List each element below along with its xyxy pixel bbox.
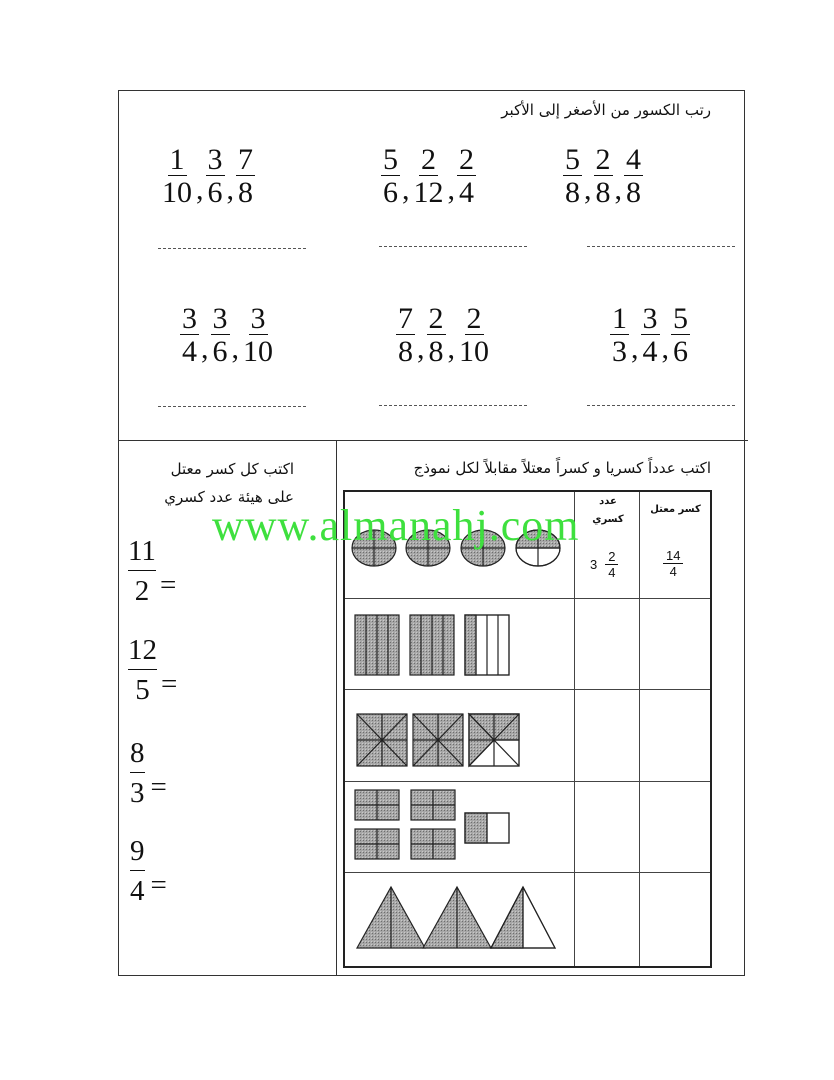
comma: ,	[584, 172, 592, 206]
comma: ,	[614, 172, 622, 206]
numerator: 5	[673, 302, 688, 335]
numerator: 2	[595, 143, 611, 176]
fraction	[211, 304, 230, 367]
models-instruction: اكتب عدداً كسريا و كسراً معتلاً مقابلاً لكل نموذج	[413, 459, 711, 477]
denominator: 10	[243, 335, 273, 368]
improper-fraction	[128, 737, 147, 808]
fraction-set-4	[180, 304, 275, 367]
block-full-4	[411, 829, 455, 859]
block-full-2	[411, 790, 455, 820]
denominator: 8	[626, 176, 641, 209]
fraction	[594, 145, 613, 208]
rect-partial	[465, 615, 509, 675]
convert-instruction-2: على هيئة عدد كسري	[164, 488, 294, 506]
comma: ,	[201, 331, 209, 365]
answer-line-6	[587, 405, 735, 406]
block-partial	[465, 813, 509, 843]
fraction	[381, 145, 400, 208]
fraction-set-3	[563, 145, 643, 208]
square-full-1	[357, 714, 407, 766]
fraction	[241, 304, 275, 367]
denominator: 8	[398, 335, 413, 368]
example-improper-fraction: 14 4	[663, 548, 683, 579]
denominator: 4	[130, 875, 145, 907]
fraction-set-2	[381, 145, 476, 208]
triangle-full-1	[357, 887, 425, 948]
rectangle-model-row	[355, 615, 509, 675]
fraction	[427, 304, 446, 367]
numerator: 3	[207, 143, 223, 176]
numerator: 2	[428, 302, 444, 335]
rect-full-2	[410, 615, 454, 675]
numerator: 2	[466, 302, 482, 335]
denominator: 8	[565, 176, 580, 209]
header-mixed-1: عدد	[599, 496, 617, 507]
equals-sign: =	[150, 771, 167, 803]
header-mixed-2: كسري	[592, 514, 624, 525]
convert-instruction-1: اكتب كل كسر معتل	[170, 460, 294, 478]
numerator: 7	[398, 302, 413, 335]
square-partial	[469, 714, 519, 766]
denominator: 4	[459, 176, 474, 209]
watermark: www.almanahj.com	[212, 501, 580, 550]
improper-fraction	[128, 535, 156, 606]
fraction-set-6	[610, 304, 690, 367]
example-mixed-number: 3 2 4	[590, 549, 618, 580]
numerator: 8	[130, 737, 145, 773]
convert-item-1	[128, 535, 176, 606]
models-table	[343, 490, 712, 968]
fraction	[563, 145, 582, 208]
comma: ,	[231, 331, 239, 365]
fraction	[671, 304, 690, 367]
square-full-2	[413, 714, 463, 766]
fraction	[160, 145, 194, 208]
numerator: 5	[565, 143, 580, 176]
block-model-row	[355, 790, 509, 859]
comma: ,	[417, 331, 425, 365]
equals-sign: =	[150, 869, 167, 901]
answer-line-5	[379, 405, 527, 406]
comma: ,	[661, 331, 669, 365]
section-divider	[118, 440, 748, 441]
denominator: 8	[595, 176, 611, 209]
comma: ,	[226, 172, 234, 206]
denominator: 5	[135, 674, 150, 706]
fraction-models	[345, 492, 575, 966]
comma: ,	[447, 172, 455, 206]
equals-sign: =	[159, 569, 177, 601]
denominator: 3	[612, 335, 627, 368]
denominator: 10	[162, 176, 192, 209]
comma: ,	[196, 172, 204, 206]
fraction	[206, 145, 225, 208]
fraction	[457, 145, 476, 208]
comma: ,	[447, 331, 455, 365]
denominator: 6	[383, 176, 398, 209]
numerator: 9	[130, 835, 145, 871]
square-model-row	[357, 714, 519, 766]
fraction	[180, 304, 199, 367]
denominator: 6	[673, 335, 688, 368]
answer-line-1	[158, 248, 306, 249]
answer-line-3	[587, 246, 735, 247]
fraction	[236, 145, 255, 208]
denominator: 4	[642, 335, 658, 368]
denominator: 4	[182, 335, 197, 368]
triangle-partial	[491, 887, 555, 948]
numerator: 5	[383, 143, 398, 176]
fraction	[610, 304, 629, 367]
numerator: 3	[642, 302, 658, 335]
numerator: 11	[128, 535, 156, 571]
numerator: 7	[238, 143, 253, 176]
convert-item-3	[128, 737, 167, 808]
numerator: 2	[421, 143, 436, 176]
denominator: 6	[212, 335, 228, 368]
fraction	[624, 145, 643, 208]
numerator: 4	[626, 143, 641, 176]
numerator: 3	[250, 302, 266, 335]
denominator: 3	[130, 777, 145, 809]
fraction	[641, 304, 660, 367]
numerator: 2	[459, 143, 474, 176]
fraction-set-5	[396, 304, 491, 367]
comma: ,	[631, 331, 639, 365]
fraction	[412, 145, 446, 208]
denominator: 6	[207, 176, 223, 209]
equals-sign: =	[161, 668, 178, 700]
block-full-1	[355, 790, 399, 820]
improper-fraction	[128, 634, 157, 705]
triangle-model-row	[357, 887, 555, 948]
convert-item-2	[128, 634, 177, 705]
triangle-full-2	[423, 887, 491, 948]
fraction	[396, 304, 415, 367]
numerator: 3	[212, 302, 228, 335]
answer-line-2	[379, 246, 527, 247]
numerator: 12	[128, 634, 157, 670]
denominator: 8	[428, 335, 444, 368]
improper-fraction	[128, 835, 147, 906]
denominator: 8	[238, 176, 253, 209]
order-instruction: رتب الكسور من الأصغر إلى الأكبر	[501, 101, 711, 119]
fraction-set-1	[160, 145, 255, 208]
numerator: 1	[612, 302, 627, 335]
rect-full-1	[355, 615, 399, 675]
convert-item-4	[128, 835, 167, 906]
answer-line-4	[158, 406, 306, 407]
denominator: 12	[413, 176, 444, 209]
denominator: 2	[134, 575, 150, 607]
comma: ,	[402, 172, 410, 206]
numerator: 3	[182, 302, 197, 335]
numerator: 1	[169, 143, 185, 176]
denominator: 10	[459, 335, 489, 368]
block-full-3	[355, 829, 399, 859]
fraction	[457, 304, 491, 367]
header-improper: كسر معتل	[650, 504, 701, 515]
